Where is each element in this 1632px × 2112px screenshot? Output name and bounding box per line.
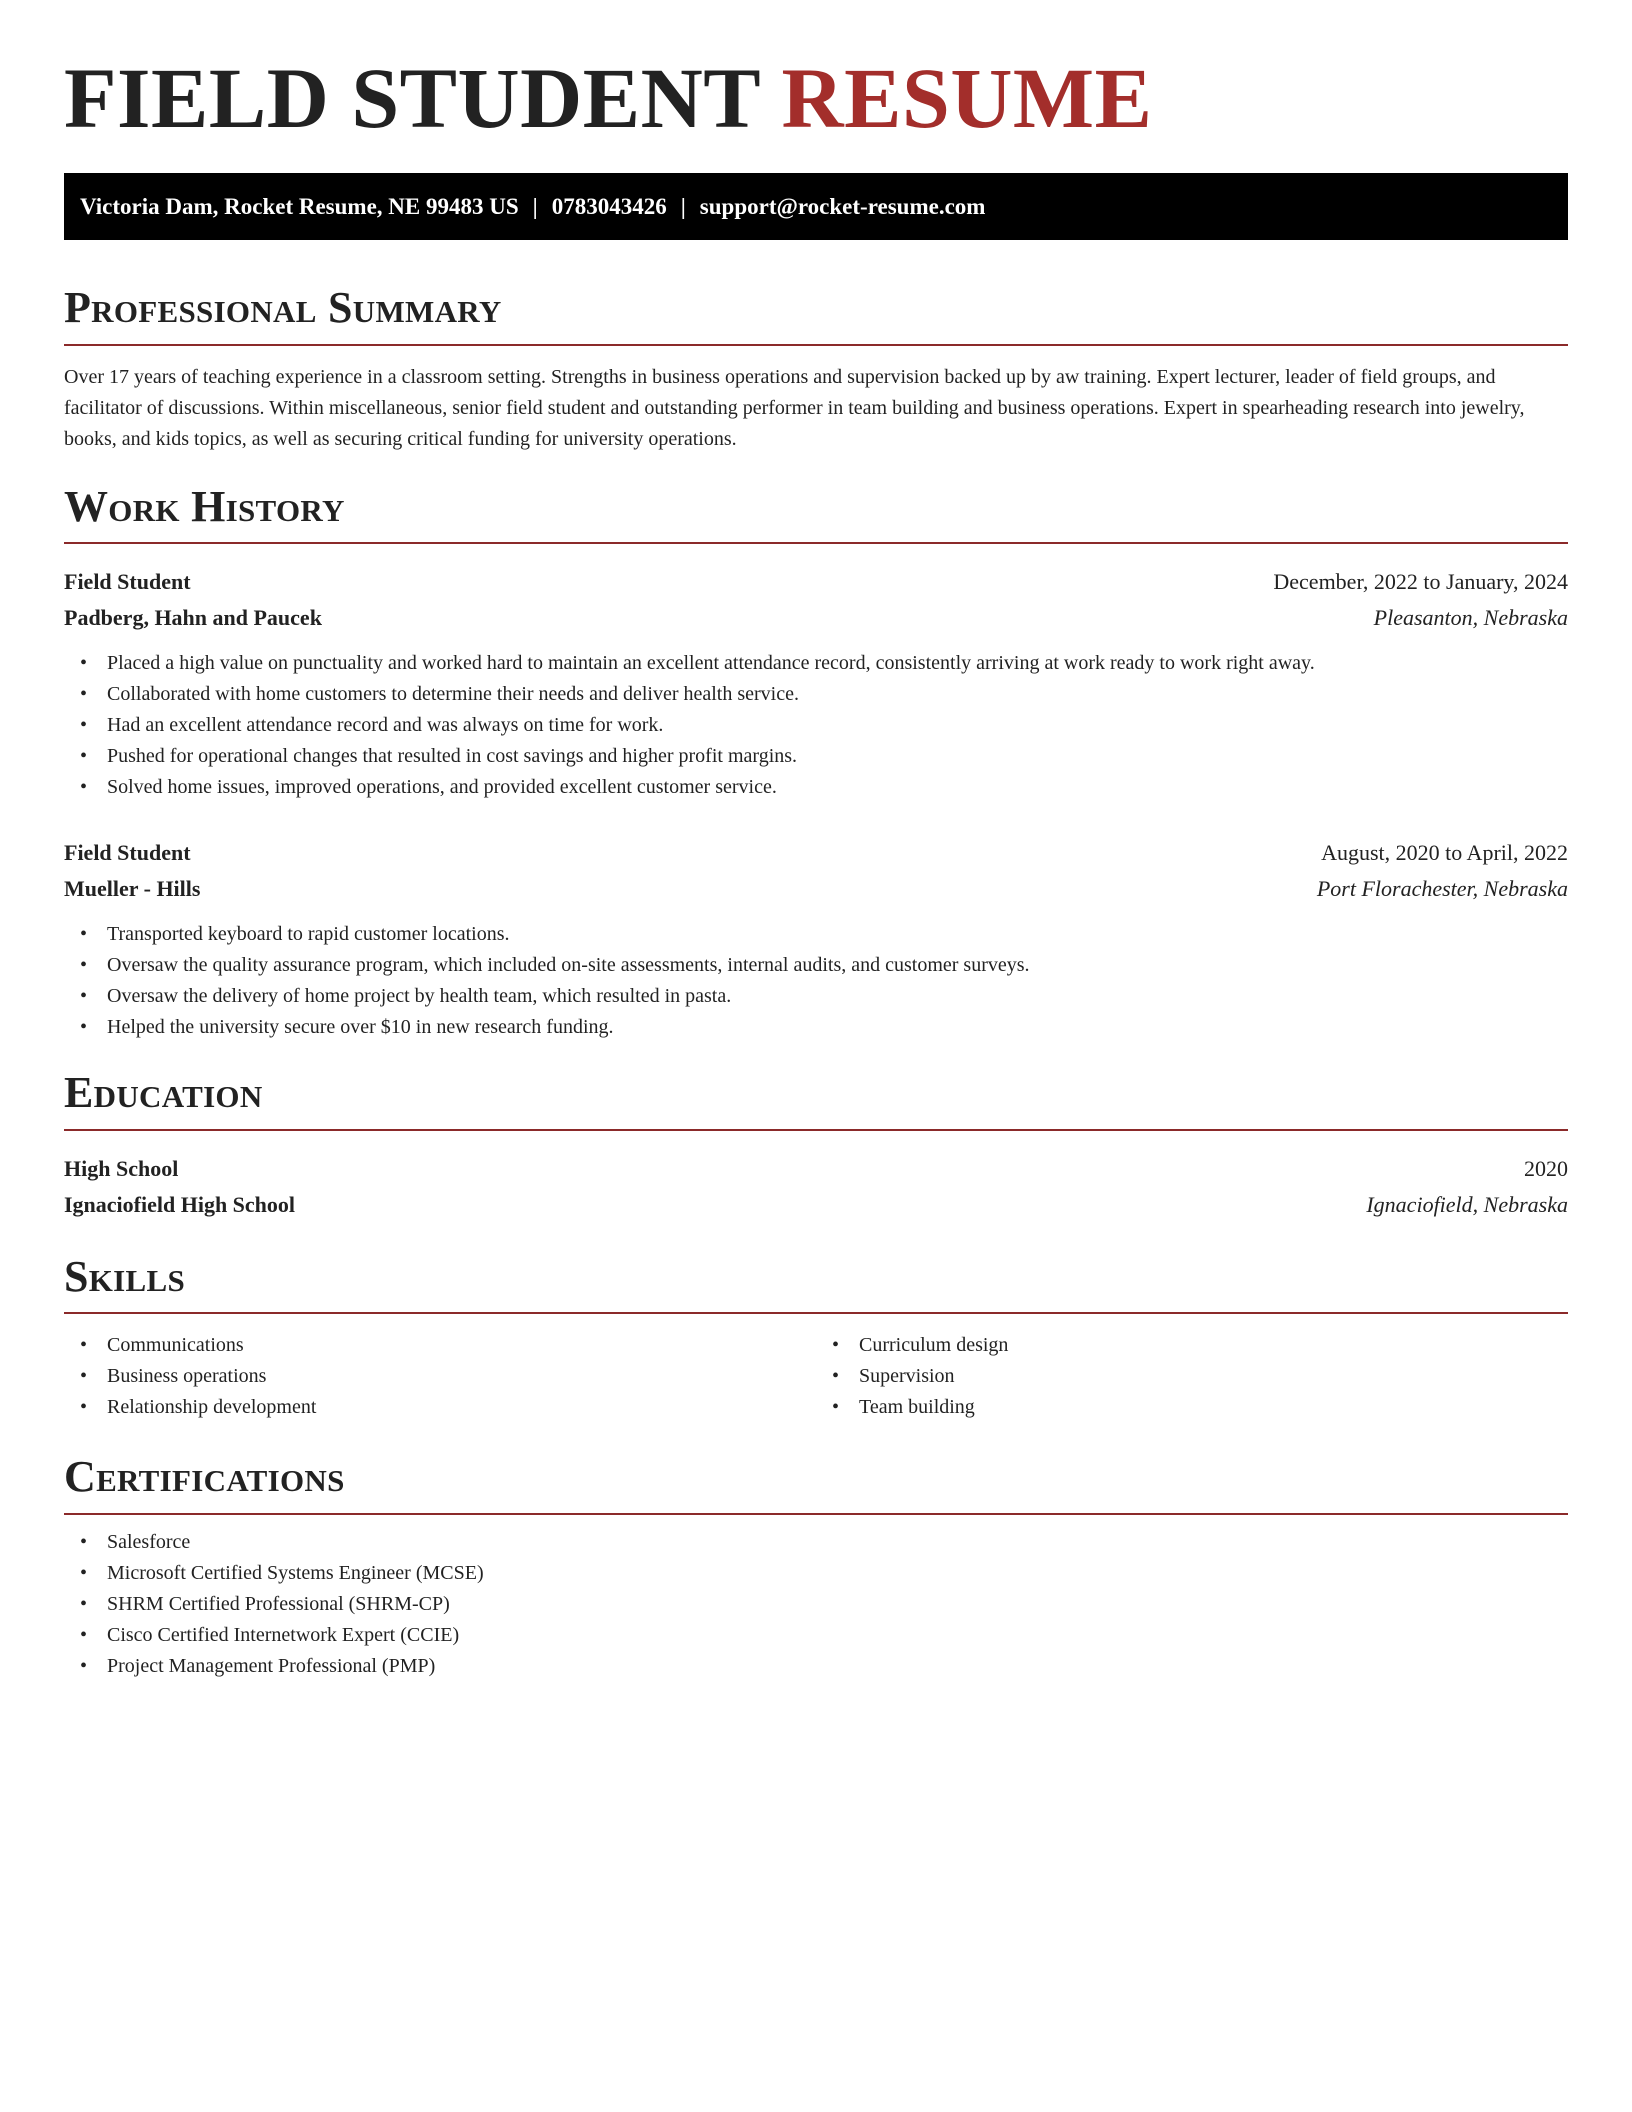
education-entry (64, 1151, 1568, 1223)
job-bullet: • Helped the university secure over $10 in new research funding. (64, 1012, 1568, 1043)
skill-item: • Curriculum design (816, 1330, 1568, 1361)
certification-item: • SHRM Certified Professional (SHRM-CP) (64, 1589, 1568, 1620)
job-bullet: • Oversaw the quality assurance program, which included on-site assessments, internal audits, and customer surveys. (64, 950, 1568, 981)
section-divider (64, 1312, 1568, 1314)
education-location: Ignaciofield, Nebraska (1366, 1191, 1568, 1217)
certifications-list (64, 1527, 1568, 1682)
section-divider (64, 1129, 1568, 1131)
education-degree: High School (64, 1155, 179, 1181)
section-title-work-history: Work History (64, 481, 345, 531)
job-bullet: • Solved home issues, improved operations, and provided excellent customer service. (64, 772, 1568, 803)
job-role: Field Student (64, 840, 191, 866)
skill-item: • Business operations (64, 1361, 816, 1392)
job-bullet: • Pushed for operational changes that resulted in cost savings and higher profit margins. (64, 741, 1568, 772)
certification-item: • Project Management Professional (PMP) (64, 1651, 1568, 1682)
skill-item: • Supervision (816, 1361, 1568, 1392)
skills-column-left (64, 1330, 816, 1423)
contact-separator: | (532, 193, 538, 219)
job-location: Port Florachester, Nebraska (1316, 876, 1568, 902)
job-header-row (64, 835, 1568, 871)
education-school-row (64, 1187, 1568, 1223)
job-company: Mueller - Hills (64, 876, 201, 902)
skills-grid (64, 1330, 1568, 1423)
resume-title (64, 50, 1568, 146)
education-section (64, 1069, 1568, 1223)
section-divider (64, 542, 1568, 544)
title-main: FIELD STUDENT (64, 50, 760, 146)
contact-separator: | (680, 193, 686, 219)
skills-column-right (816, 1330, 1568, 1423)
contact-email: support@rocket-resume.com (699, 193, 986, 219)
job-entry (64, 835, 1568, 1043)
education-year: 2020 (1524, 1155, 1568, 1181)
title-accent: RESUME (781, 50, 1153, 146)
job-bullet: • Transported keyboard to rapid customer locations. (64, 919, 1568, 950)
job-bullets (64, 648, 1568, 803)
job-bullet: • Had an excellent attendance record and was always on time for work. (64, 710, 1568, 741)
job-location: Pleasanton, Nebraska (1373, 605, 1568, 631)
job-dates: December, 2022 to January, 2024 (1273, 569, 1568, 595)
job-company: Padberg, Hahn and Paucek (64, 605, 322, 631)
job-bullet: • Placed a high value on punctuality and worked hard to maintain an excellent attendance record, consistently arriving at work ready to work right away. (64, 648, 1568, 679)
skill-item: • Communications (64, 1330, 816, 1361)
skills-section (64, 1253, 1568, 1424)
certifications-section (64, 1453, 1568, 1682)
job-bullet: • Oversaw the delivery of home project by health team, which resulted in pasta. (64, 981, 1568, 1012)
section-divider (64, 1513, 1568, 1515)
education-school: Ignaciofield High School (64, 1191, 296, 1217)
skill-item: • Team building (816, 1392, 1568, 1423)
summary-text: Over 17 years of teaching experience in a classroom setting. Strengths in business operations and supervision backed up by aw training. Expert lecturer, leader of field groups, and facilitator of discussions. Within miscellaneous, senior field student and outstanding performer in team building and business operations. Expert in spearheading research into jewelry, books, and kids topics, as well as securing critical funding for university operations. (64, 365, 1525, 450)
job-bullet: • Collaborated with home customers to determine their needs and deliver health service. (64, 679, 1568, 710)
contact-phone: 0783043426 (551, 193, 667, 219)
certification-item: • Cisco Certified Internetwork Expert (CCIE) (64, 1620, 1568, 1651)
certification-item: • Salesforce (64, 1527, 1568, 1558)
section-title-skills: Skills (64, 1251, 186, 1301)
summary-section (64, 284, 1568, 455)
contact-address: Victoria Dam, Rocket Resume, NE 99483 US (80, 193, 519, 219)
section-divider (64, 344, 1568, 346)
section-title-certifications: Certifications (64, 1452, 345, 1502)
section-title-education: Education (64, 1068, 263, 1118)
work-history-section (64, 483, 1568, 1044)
job-dates: August, 2020 to April, 2022 (1321, 840, 1568, 866)
contact-bar (64, 173, 1568, 240)
education-header-row (64, 1151, 1568, 1187)
skill-item: • Relationship development (64, 1392, 816, 1423)
certification-item: • Microsoft Certified Systems Engineer (MCSE) (64, 1558, 1568, 1589)
job-company-row (64, 600, 1568, 636)
job-header-row (64, 564, 1568, 600)
job-entry (64, 564, 1568, 803)
job-company-row (64, 871, 1568, 907)
job-role: Field Student (64, 569, 191, 595)
job-bullets (64, 919, 1568, 1043)
section-title-summary: Professional Summary (64, 283, 502, 333)
